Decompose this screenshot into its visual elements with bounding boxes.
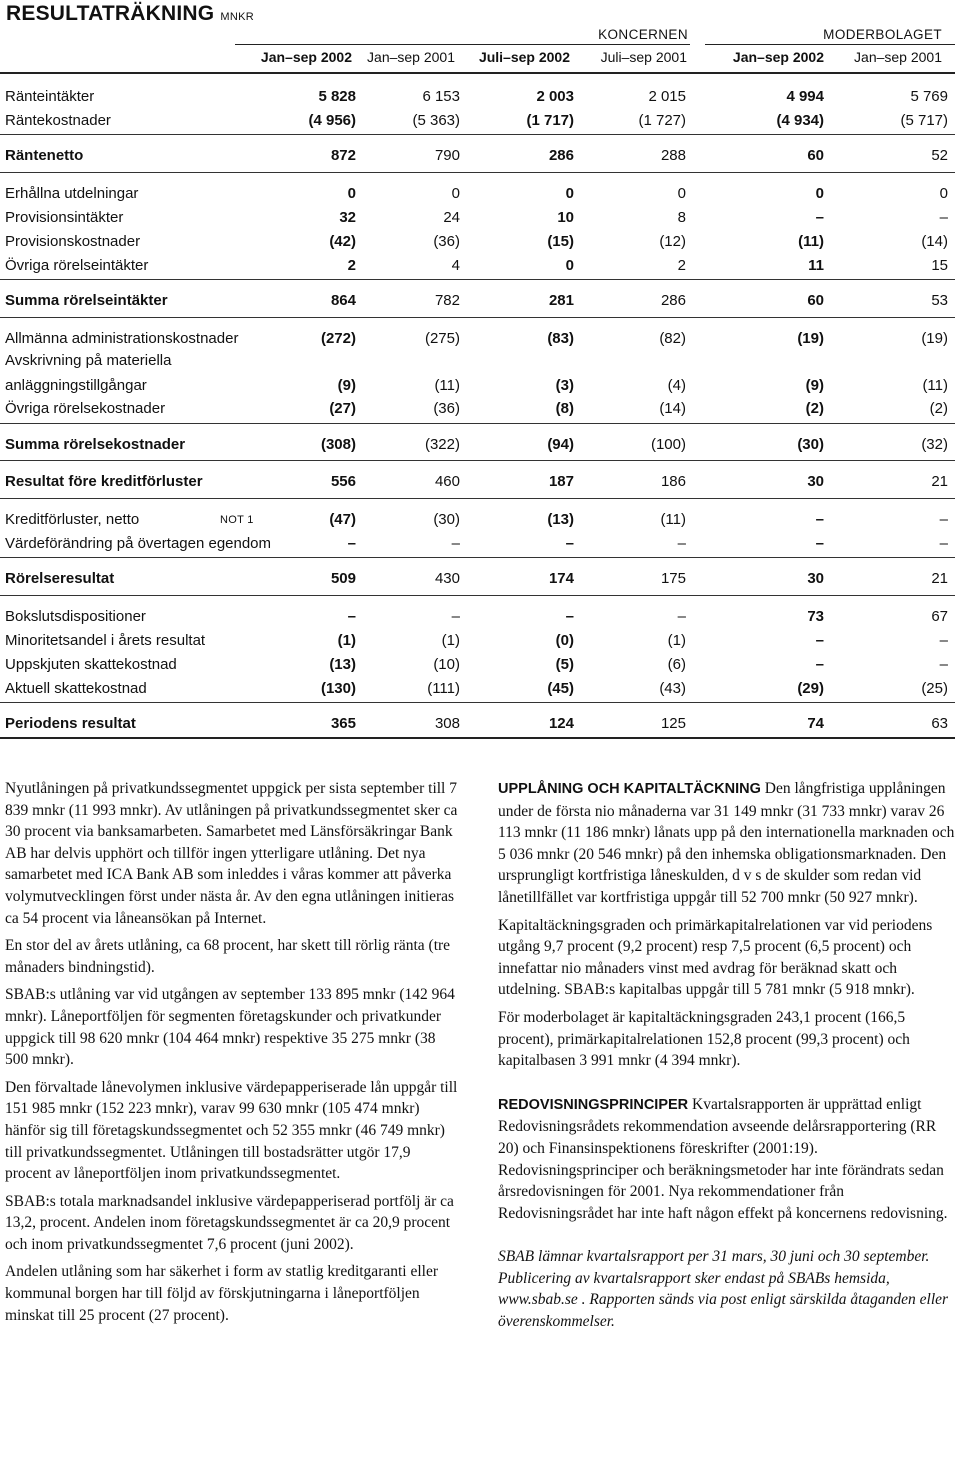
paragraph: Kapitaltäckningsgraden och primärkapitalrelationen var vid periodens utgång 9,7 procent (9,2 procent) resp 7,5 procent (6,5 procent) och innefattar nio månaders vinst med avdrag för beräknad skatt och utdelning. SBAB:s kapitalbas uppgår till 5 781 mnkr (5 918 mnkr).: [498, 916, 933, 999]
cell-value: (11): [922, 377, 948, 394]
row-label: Provisionskostnader: [5, 233, 141, 250]
cell-value: 556: [330, 473, 356, 490]
cell-value: –: [815, 535, 824, 552]
cell-value: (1): [337, 632, 356, 649]
cell-value: 175: [660, 570, 686, 587]
paragraph-text: Kvartalsrapporten är upprättad enligt Redovisningsrådets rekommendation avseende delårsrapportering (RR 20) och Finansinspektionens föreskrifter (2001:19). Redovisningsprinciper och beräkningsmetoder har inte förändrats sedan årsredovisningen för 2001. Nya rekommendationer från Redovisningsrådet har inte haft någon effekt på koncernens redovisning.: [498, 1095, 948, 1222]
cell-value: (100): [650, 436, 686, 453]
paragraph: SBAB:s utlåning var vid utgången av september 133 895 mnkr (142 964 mnkr). Låneportföljen för segmenten företagskunder och privatkunder uppgick till 98 620 mnkr (104 464 mnkr) respektive 35 275 mnkr (38 500 mnkr).: [5, 986, 455, 1069]
row-separator: [0, 595, 955, 596]
table-row: [0, 678, 955, 700]
row-label: Erhållna utdelningar: [5, 185, 139, 202]
cell-value: 21: [931, 473, 948, 490]
cell-value: 288: [660, 147, 686, 164]
table-row: [0, 183, 955, 205]
table-row: [0, 434, 955, 456]
cell-value: 281: [548, 292, 574, 309]
row-label: Avskrivning på materiella: [5, 352, 172, 369]
cell-value: (36): [433, 233, 460, 250]
cell-value: 8: [677, 209, 686, 226]
cell-value: –: [939, 511, 948, 528]
cell-value: (4 934): [776, 112, 824, 129]
table-row: [0, 568, 955, 590]
cell-value: 2 003: [536, 88, 574, 105]
row-separator: [0, 557, 955, 558]
cell-value: 125: [660, 715, 686, 732]
row-label: Minoritetsandel i årets resultat: [5, 632, 206, 649]
row-separator: [0, 498, 955, 499]
group-header-koncernen: KONCERNEN: [598, 27, 688, 42]
cell-value: (19): [921, 330, 948, 347]
cell-value: 30: [807, 570, 824, 587]
cell-value: (25): [921, 680, 948, 697]
cell-value: (1): [441, 632, 460, 649]
table-row: [0, 231, 955, 253]
cell-value: 790: [434, 147, 460, 164]
cell-value: (322): [424, 436, 460, 453]
paragraph: Nyutlåningen på privatkundssegmentet uppgick per sista september till 7 839 mnkr (11 993 mnkr). Av utlåningen på privatkundssegmentet sker ca 30 procent via banksamarbeten. Samarbetet med Länsförsäkringar Bank AB har delvis upphört och tillför ingen ytterligare utlåning. Det nya samarbetet med ICA Bank AB som inleddes i våras kommer att påverka volymutvecklingen först under nästa år. Av den egna utlåningen initieras ca 54 procent via låneansökan på Internet.: [5, 780, 458, 927]
row-label: Resultat före kreditförluster: [5, 473, 203, 490]
cell-value: (5): [555, 656, 574, 673]
cell-value: –: [677, 535, 686, 552]
cell-value: 6 153: [422, 88, 460, 105]
cell-value: 15: [931, 257, 948, 274]
table-row: [0, 606, 955, 628]
cell-value: 0: [565, 185, 574, 202]
cell-value: 24: [443, 209, 460, 226]
paragraph: En stor del av årets utlåning, ca 68 procent, har skett till rörlig ränta (tre månaders bindningstid).: [5, 937, 451, 976]
table-row: [0, 533, 955, 555]
cell-value: (13): [329, 656, 356, 673]
row-separator: [0, 423, 955, 424]
cell-value: –: [815, 511, 824, 528]
cell-value: –: [347, 608, 356, 625]
cell-value: 11: [808, 257, 824, 274]
right-text-column: [498, 778, 958, 1339]
cell-value: 174: [548, 570, 574, 587]
cell-value: –: [939, 632, 948, 649]
cell-value: 2 015: [648, 88, 686, 105]
group-header-moderbolaget: MODERBOLAGET: [823, 27, 942, 42]
cell-value: 73: [807, 608, 824, 625]
row-label: Summa rörelseintäkter: [5, 292, 168, 309]
table-row: [0, 207, 955, 229]
cell-value: –: [815, 632, 824, 649]
cell-value: (130): [320, 680, 356, 697]
publication-note: SBAB lämnar kvartalsrapport per 31 mars, 30 juni och 30 september. Publicering av kvartalsrapport sker endast på SBABs hemsida, www.sbab.se . Rapporten sänds via post enligt särskilda åtaganden eller överenskommelser.: [498, 1248, 949, 1331]
cell-value: –: [347, 535, 356, 552]
row-label: Aktuell skattekostnad: [5, 680, 147, 697]
cell-value: –: [677, 608, 686, 625]
table-row: [0, 713, 955, 735]
table-row: [0, 375, 955, 397]
period-header: Jan–sep 2001: [367, 49, 455, 65]
cell-value: (83): [547, 330, 574, 347]
table-row: [0, 145, 955, 167]
cell-value: (15): [547, 233, 574, 250]
cell-value: –: [451, 535, 460, 552]
cell-value: (9): [805, 377, 824, 394]
cell-value: 187: [548, 473, 574, 490]
cell-value: 286: [548, 147, 574, 164]
row-separator: [0, 317, 955, 318]
title-text: RESULTATRÄKNING: [6, 2, 215, 25]
cell-value: (32): [921, 436, 948, 453]
cell-value: 0: [565, 257, 574, 274]
table-row: [0, 255, 955, 277]
cell-value: 365: [330, 715, 356, 732]
cell-value: (1): [667, 632, 686, 649]
cell-value: (275): [424, 330, 460, 347]
row-separator: [0, 737, 955, 739]
cell-value: 0: [451, 185, 460, 202]
cell-value: –: [815, 209, 824, 226]
paragraph-borrowing: [498, 778, 958, 909]
statement-title: [6, 2, 254, 26]
cell-value: (30): [797, 436, 824, 453]
cell-value: (30): [433, 511, 460, 528]
group-rule-koncernen: [235, 44, 690, 45]
row-label: Allmänna administrationskostnader: [5, 330, 239, 347]
cell-value: 430: [434, 570, 460, 587]
paragraph: SBAB:s totala marknadsandel inklusive värdepapperiserad portfölj är ca 13,2, procent. Andelen inom företagskundssegmentet är ca 20,9 procent och inom privatkundssegmentet 7,6 procent (juni 2002).: [5, 1192, 454, 1253]
cell-value: (12): [659, 233, 686, 250]
cell-value: 286: [660, 292, 686, 309]
row-label: Ränteintäkter: [5, 88, 95, 105]
row-separator: [0, 134, 955, 135]
cell-value: (14): [921, 233, 948, 250]
cell-value: 308: [434, 715, 460, 732]
cell-value: (82): [659, 330, 686, 347]
cell-value: (27): [329, 400, 356, 417]
table-row: [0, 654, 955, 676]
table-row: [0, 509, 955, 531]
cell-value: 5 769: [910, 88, 948, 105]
cell-value: 53: [931, 292, 948, 309]
cell-value: (11): [434, 377, 460, 394]
cell-value: –: [451, 608, 460, 625]
cell-value: 460: [434, 473, 460, 490]
cell-value: 60: [807, 292, 824, 309]
row-label: Räntekostnader: [5, 112, 111, 129]
cell-value: 30: [807, 473, 824, 490]
table-row: [0, 630, 955, 652]
paragraph: Andelen utlåning som har säkerhet i form av statlig kreditgaranti eller kommunal borgen har till följd av förskjutningarna i låneportföljen minskat till 25 procent (27 procent).: [5, 1263, 439, 1324]
period-header: Juli–sep 2001: [600, 49, 687, 65]
row-label: Rörelseresultat: [5, 570, 115, 587]
cell-value: (6): [667, 656, 686, 673]
cell-value: (0): [555, 632, 574, 649]
cell-value: –: [939, 535, 948, 552]
period-header: Jan–sep 2002: [260, 49, 352, 65]
cell-value: 5 828: [318, 88, 356, 105]
cell-value: 2: [677, 257, 686, 274]
table-row: [0, 350, 955, 372]
cell-value: (9): [337, 377, 356, 394]
cell-value: (42): [329, 233, 356, 250]
row-label: Värdeförändring på övertagen egendom: [5, 535, 272, 552]
cell-value: (43): [659, 680, 686, 697]
row-separator: [0, 172, 955, 173]
cell-value: (11): [660, 511, 686, 528]
section-heading: REDOVISNINGSPRINCIPER: [498, 1096, 689, 1113]
period-header: Juli–sep 2002: [478, 49, 570, 65]
row-label: Bokslutsdispositioner: [5, 608, 146, 625]
header-rule: [0, 72, 955, 74]
cell-value: (19): [797, 330, 824, 347]
table-row: [0, 328, 955, 350]
period-header: Jan–sep 2002: [732, 49, 824, 65]
cell-value: 0: [939, 185, 948, 202]
cell-value: 4: [451, 257, 460, 274]
cell-value: (5 363): [412, 112, 460, 129]
period-header: Jan–sep 2001: [854, 49, 942, 65]
cell-value: 60: [807, 147, 824, 164]
cell-value: 52: [931, 147, 948, 164]
cell-value: (5 717): [900, 112, 948, 129]
row-label: Summa rörelsekostnader: [5, 436, 186, 453]
cell-value: 0: [677, 185, 686, 202]
cell-value: (29): [797, 680, 824, 697]
cell-value: 509: [330, 570, 356, 587]
cell-value: (47): [329, 511, 356, 528]
row-separator: [0, 702, 955, 703]
cell-value: 0: [815, 185, 824, 202]
cell-value: (308): [320, 436, 356, 453]
table-row: [0, 471, 955, 493]
note-reference: NOT 1: [220, 514, 254, 526]
title-unit: MNKR: [220, 11, 254, 23]
cell-value: (1 727): [638, 112, 686, 129]
cell-value: (111): [427, 680, 460, 697]
row-label: Uppskjuten skattekostnad: [5, 656, 177, 673]
cell-value: 0: [347, 185, 356, 202]
cell-value: (2): [929, 400, 948, 417]
table-row: [0, 110, 955, 132]
cell-value: 10: [557, 209, 574, 226]
cell-value: (2): [805, 400, 824, 417]
section-heading: UPPLÅNING OCH KAPITALTÄCKNING: [498, 781, 761, 797]
cell-value: –: [815, 656, 824, 673]
cell-value: 21: [931, 570, 948, 587]
cell-value: 74: [807, 715, 824, 732]
table-row: [0, 290, 955, 312]
row-label: Räntenetto: [5, 147, 84, 164]
cell-value: 124: [548, 715, 574, 732]
row-label: Övriga rörelseintäkter: [5, 257, 149, 274]
row-label: Kreditförluster, netto: [5, 511, 140, 528]
cell-value: (272): [320, 330, 356, 347]
paragraph-accounting: [498, 1094, 958, 1225]
row-label: Övriga rörelsekostnader: [5, 400, 166, 417]
cell-value: 67: [931, 608, 948, 625]
cell-value: (3): [555, 377, 574, 394]
group-rule-moderbolaget: [705, 44, 955, 45]
cell-value: 872: [330, 147, 356, 164]
cell-value: (14): [659, 400, 686, 417]
row-label: Provisionsintäkter: [5, 209, 124, 226]
cell-value: (4): [667, 377, 686, 394]
cell-value: (11): [798, 233, 824, 250]
cell-value: 32: [339, 209, 356, 226]
paragraph: Den förvaltade lånevolymen inklusive värdepapperiserade lån uppgår till 151 985 mnkr (152 223 mnkr), varav 99 630 mnkr (105 474 mnkr) hänför sig till företagskundssegmentet och 52 355 mnkr (46 749 mnkr) till privatkundssegmentet. Utlåningen till bostadsrätter utgör 17,9 procent av låneportföljen inom privatkundssegmentet.: [5, 1078, 458, 1183]
cell-value: (8): [555, 400, 574, 417]
row-label: anläggningstillgångar: [5, 377, 147, 394]
cell-value: (1 717): [526, 112, 574, 129]
cell-value: (4 956): [308, 112, 356, 129]
paragraph-text: Den långfristiga upplåningen under de första nio månaderna var 31 149 mnkr (31 733 mnkr) varav 26 113 mnkr (11 186 mnkr) lånats upp på den internationella marknaden och 5 036 mnkr (20 546 mnkr) på den inhemska obligationsmarknaden. Den ursprungligt kortfristiga låneskulden, d v s de skulder som redan vid lånetillfället var kortfristiga uppgår till 52 700 mnkr (50 927 mnkr).: [498, 780, 955, 906]
cell-value: (94): [547, 436, 574, 453]
cell-value: (10): [433, 656, 460, 673]
row-separator: [0, 279, 955, 280]
row-label: Periodens resultat: [5, 715, 136, 732]
cell-value: (45): [547, 680, 574, 697]
cell-value: (13): [547, 511, 574, 528]
table-row: [0, 86, 955, 108]
cell-value: 864: [330, 292, 356, 309]
cell-value: 782: [434, 292, 460, 309]
paragraph: För moderbolaget är kapitaltäckningsgraden 243,1 procent (166,5 procent), primärkapitalrelationen 152,8 procent (99,3 procent) och kapitalbasen 3 991 mnkr (4 394 mnkr).: [498, 1008, 910, 1070]
cell-value: 2: [347, 257, 356, 274]
table-row: [0, 398, 955, 420]
cell-value: –: [565, 535, 574, 552]
left-text-column: [5, 778, 460, 1332]
cell-value: 186: [660, 473, 686, 490]
cell-value: 4 994: [786, 88, 824, 105]
cell-value: –: [939, 656, 948, 673]
cell-value: (36): [433, 400, 460, 417]
cell-value: 63: [931, 715, 948, 732]
row-separator: [0, 460, 955, 461]
cell-value: –: [939, 209, 948, 226]
cell-value: –: [565, 608, 574, 625]
